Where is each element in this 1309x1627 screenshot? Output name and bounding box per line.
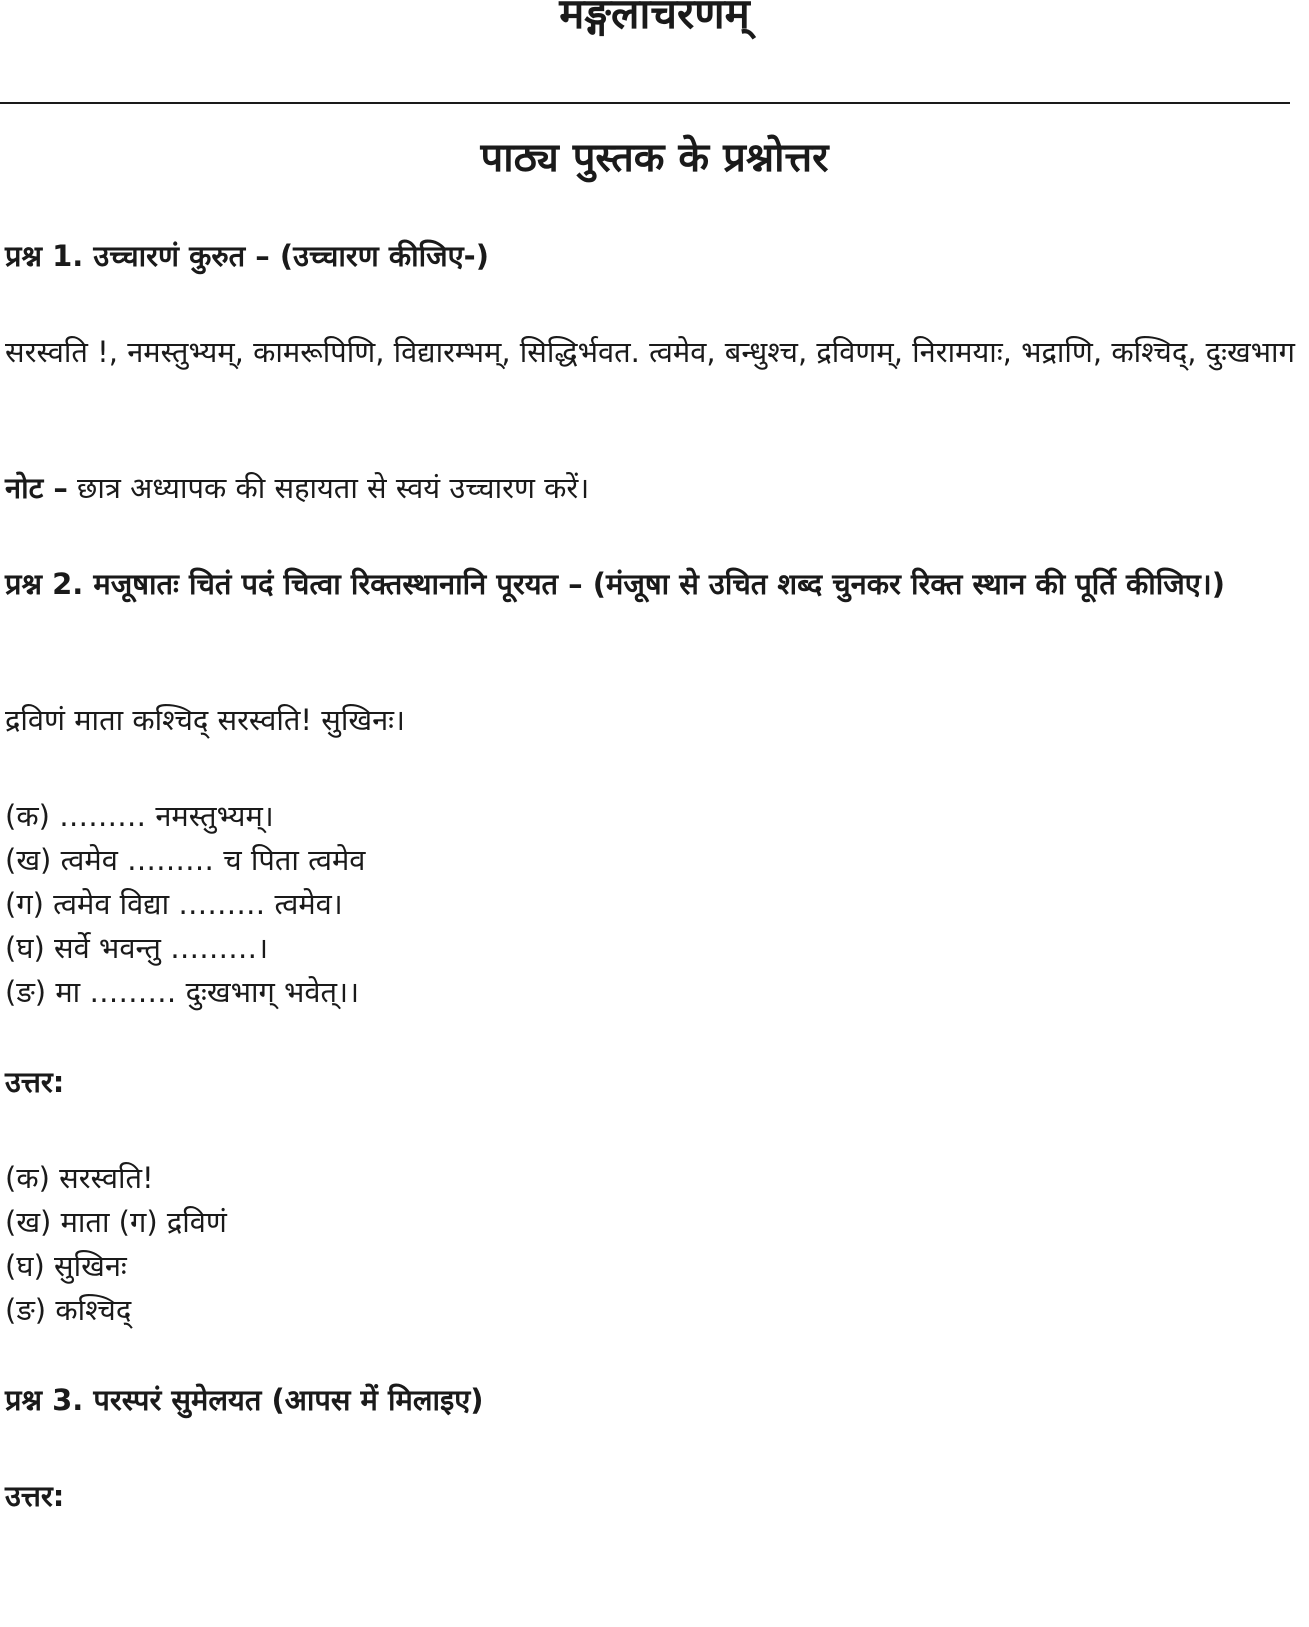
document-title: मङ्गलाचरणम्: [559, 0, 750, 38]
note-text: छात्र अध्यापक की सहायता से स्वयं उच्चारण करें।: [67, 471, 590, 505]
list-item: (क) सरस्वति!: [5, 1161, 154, 1195]
list-item: (ङ) कश्चिद्: [5, 1293, 132, 1327]
question-2-heading: प्रश्न 2. मजूषातः चितं पदं चित्वा रिक्तस्थानानि पूरयत – (मंजूषा से उचित शब्द चुनकर रिक्त स्थान की पूर्ति कीजिए।): [5, 567, 1226, 601]
list-item: (घ) सुखिनः: [5, 1249, 127, 1283]
question-2-word-box: द्रविणं माता कश्चिद् सरस्वति! सुखिनः।: [5, 703, 406, 737]
list-item: (ग) त्वमेव विद्या ……… त्वमेव।: [5, 887, 343, 921]
note-label: नोट –: [5, 471, 68, 505]
list-item: (ख) माता (ग) द्रविणं: [5, 1205, 227, 1239]
list-item: (ख) त्वमेव ……… च पिता त्वमेव: [5, 843, 366, 877]
question-2-answer-label: उत्तर:: [5, 1065, 65, 1099]
list-item: (क) ……… नमस्तुभ्यम्।: [5, 799, 274, 833]
question-3-answer-label: उत्तर:: [5, 1479, 65, 1513]
question-1-note: [5, 466, 1295, 510]
title-divider: [0, 102, 1290, 104]
question-2-answers: [5, 1156, 1295, 1332]
question-1-heading: प्रश्न 1. उच्चारणं कुरुत – (उच्चारण कीजिए-): [5, 239, 489, 273]
list-item: (ङ) मा ……… दुःखभाग् भवेत्।।: [5, 975, 360, 1009]
question-3-heading: प्रश्न 3. परस्परं सुमेलयत (आपस में मिलाइए): [5, 1383, 484, 1417]
question-1-words: सरस्वति !, नमस्तुभ्यम्, कामरूपिणि, विद्यारम्भम्, सिद्धिर्भवत. त्वमेव, बन्धुश्च, द्रविणम्, निरामयाः, भद्राणि, कश्चिद्, दुःखभाग: [5, 335, 1295, 369]
section-heading: पाठ्य पुस्तक के प्रश्नोत्तर: [480, 135, 829, 181]
list-item: (घ) सर्वे भवन्तु ………।: [5, 931, 269, 965]
question-2-items: [5, 794, 1295, 1014]
